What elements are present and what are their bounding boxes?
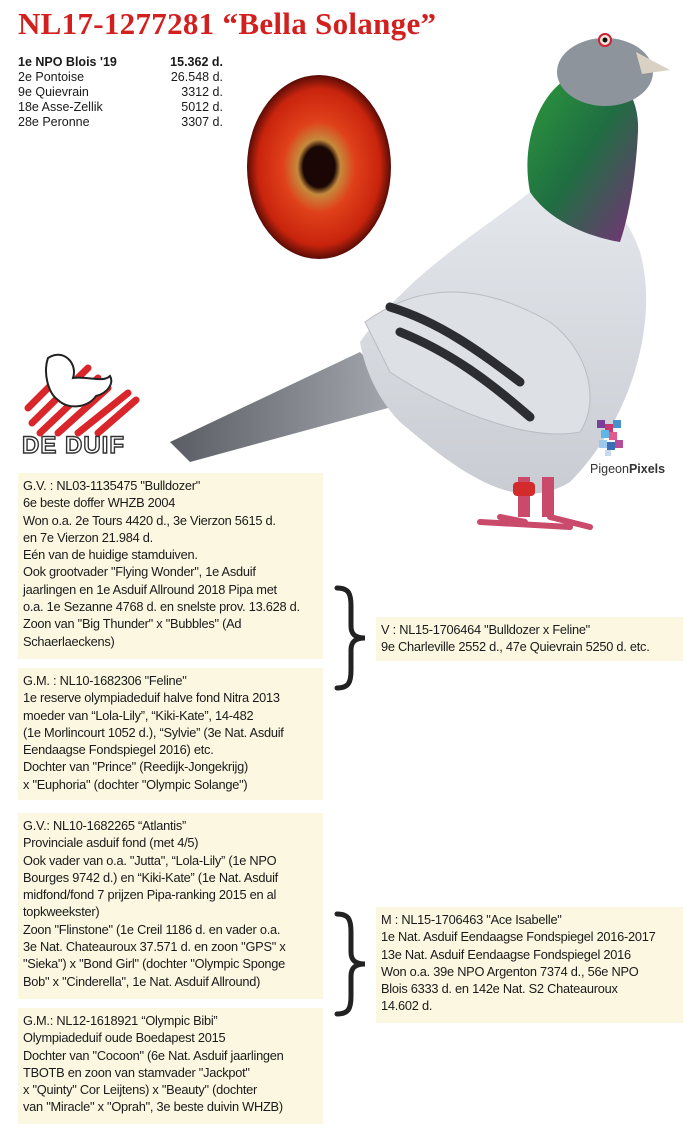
pedigree-line: 6e beste doffer WHZB 2004 — [23, 495, 176, 511]
pedigree-line: midfond/fond 7 prijzen Pipa-ranking 2015 en al — [23, 887, 277, 903]
father-brace — [333, 584, 369, 692]
grandfather-maternal-box — [18, 813, 323, 999]
pedigree-line: 9e Charleville 2552 d., 47e Quievrain 5250 d. etc. — [381, 639, 650, 655]
pedigree-line: x "Quinty" Cor Leijtens) x "Beauty" (dochter — [23, 1082, 258, 1098]
pedigree-line: Blois 6333 d. en 142e Nat. S2 Chateauroux — [381, 981, 618, 997]
pedigree-line: 1e reserve olympiadeduif halve fond Nitra 2013 — [23, 690, 280, 706]
logo-text: DE DUIF — [22, 432, 125, 459]
pedigree-line: Schaerlaeckens) — [23, 633, 115, 649]
pedigree-line: 14.602 d. — [381, 998, 433, 1014]
pedigree-line: Eén van de huidige stamduiven. — [23, 547, 198, 563]
father-box — [376, 617, 683, 661]
pigeonpixels-logo-text — [590, 462, 665, 476]
result-distance: 26.548 d. — [170, 70, 223, 84]
pedigree-line: G.M.: NL12-1618921 “Olympic Bibi” — [23, 1013, 218, 1028]
mother-brace — [333, 910, 369, 1018]
pedigree-line: (1e Morlincourt 1052 d.), “Sylvie” (3e Nat. Asduif — [23, 724, 284, 740]
pedigree-line: Won o.a. 39e NPO Argenton 7374 d., 56e NPO — [381, 963, 639, 979]
result-distance: 5012 d. — [181, 100, 223, 114]
pigeonpixels-text-part2: Pixels — [628, 462, 666, 476]
pedigree-line: Bob" x "Cinderella", 1e Nat. Asduif Allround) — [23, 973, 261, 989]
pedigree-line: van "Miracle" x "Oprah", 3e beste duivin WHZB) — [23, 1099, 283, 1115]
pedigree-line: Dochter van "Cocoon" (6e Nat. Asduif jaarlingen — [23, 1047, 284, 1063]
pedigree-line: 13e Nat. Asduif Eendaagse Fondspiegel 2016 — [381, 946, 631, 962]
pigeonpixels-text-part1: Pigeon — [590, 462, 629, 476]
pedigree-line: V : NL15-1706464 "Bulldozer x Feline" — [381, 622, 590, 637]
pedigree-line: Dochter van "Prince" (Reedijk-Jongekrijg) — [23, 759, 249, 775]
pedigree-line: Eendaagse Fondspiegel 2016) etc. — [23, 742, 214, 758]
grandmother-paternal-box — [18, 668, 323, 800]
mother-box — [376, 907, 683, 1023]
pigeon-eye-image — [244, 72, 394, 262]
grandmother-maternal-box — [18, 1008, 323, 1124]
pedigree-line: Olympiadeduif oude Boedapest 2015 — [23, 1030, 226, 1046]
pigeon-title: NL17-1277281 “Bella Solange” — [18, 6, 437, 41]
pedigree-line: Zoon van "Big Thunder" x "Bubbles" (Ad — [23, 616, 242, 632]
pedigree-line: 1e Nat. Asduif Eendaagse Fondspiegel 2016-2017 — [381, 929, 656, 945]
pedigree-line: TBOTB en zoon van stamvader "Jackpot" — [23, 1064, 250, 1080]
pedigree-line: x "Euphoria" (dochter "Olympic Solange") — [23, 776, 248, 792]
pedigree-line: G.V.: NL10-1682265 “Atlantis” — [23, 818, 187, 833]
pedigree-line: Won o.a. 2e Tours 4420 d., 3e Vierzon 5615 d. — [23, 512, 276, 528]
pedigree-line: Zoon "Flinstone" (1e Creil 1186 d. en vader o.a. — [23, 921, 281, 937]
result-distance: 3312 d. — [181, 85, 223, 99]
pedigree-line: "Sieka") x "Bond Girl" (dochter "Olympic Sponge — [23, 956, 286, 972]
pedigree-line: jaarlingen en 1e Asduif Allround 2018 Pipa met — [23, 581, 277, 597]
pedigree-line: G.M. : NL10-1682306 "Feline" — [23, 673, 187, 688]
pedigree-line: o.a. 1e Sezanne 4768 d. en snelste prov. 13.628 d. — [23, 599, 300, 615]
pedigree-line: Provinciale asduif fond (met 4/5) — [23, 835, 199, 851]
pedigree-line: Ook vader van o.a. "Jutta", “Lola-Lily” (1e NPO — [23, 852, 277, 868]
result-place: 9e Quievrain — [18, 85, 89, 99]
pedigree-line: 3e Nat. Chateauroux 37.571 d. en zoon "GPS" x — [23, 939, 286, 955]
pedigree-line: en 7e Vierzon 21.984 d. — [23, 529, 153, 545]
result-distance: 15.362 d. — [170, 55, 223, 69]
result-distance: 3307 d. — [181, 115, 223, 129]
pedigree-line: Bourges 9742 d.) en “Kiki-Kate” (1e Nat. Asduif — [23, 869, 278, 885]
pigeonpixels-logo-icon — [593, 418, 627, 458]
pedigree-line: M : NL15-1706463 "Ace Isabelle" — [381, 912, 562, 927]
result-place: 18e Asse-Zellik — [18, 100, 103, 114]
grandfather-paternal-box — [18, 473, 323, 659]
result-place: 2e Pontoise — [18, 70, 85, 84]
pedigree-line: G.V. : NL03-1135475 "Bulldozer" — [23, 478, 201, 493]
result-place: 1e NPO Blois '19 — [18, 55, 117, 69]
pedigree-line: moeder van “Lola-Lily”, “Kiki-Kate”, 14-482 — [23, 707, 254, 723]
pedigree-line: topkweekster) — [23, 904, 100, 920]
result-place: 28e Peronne — [18, 115, 90, 129]
pedigree-line: Ook grootvader "Flying Wonder", 1e Asduif — [23, 564, 256, 580]
